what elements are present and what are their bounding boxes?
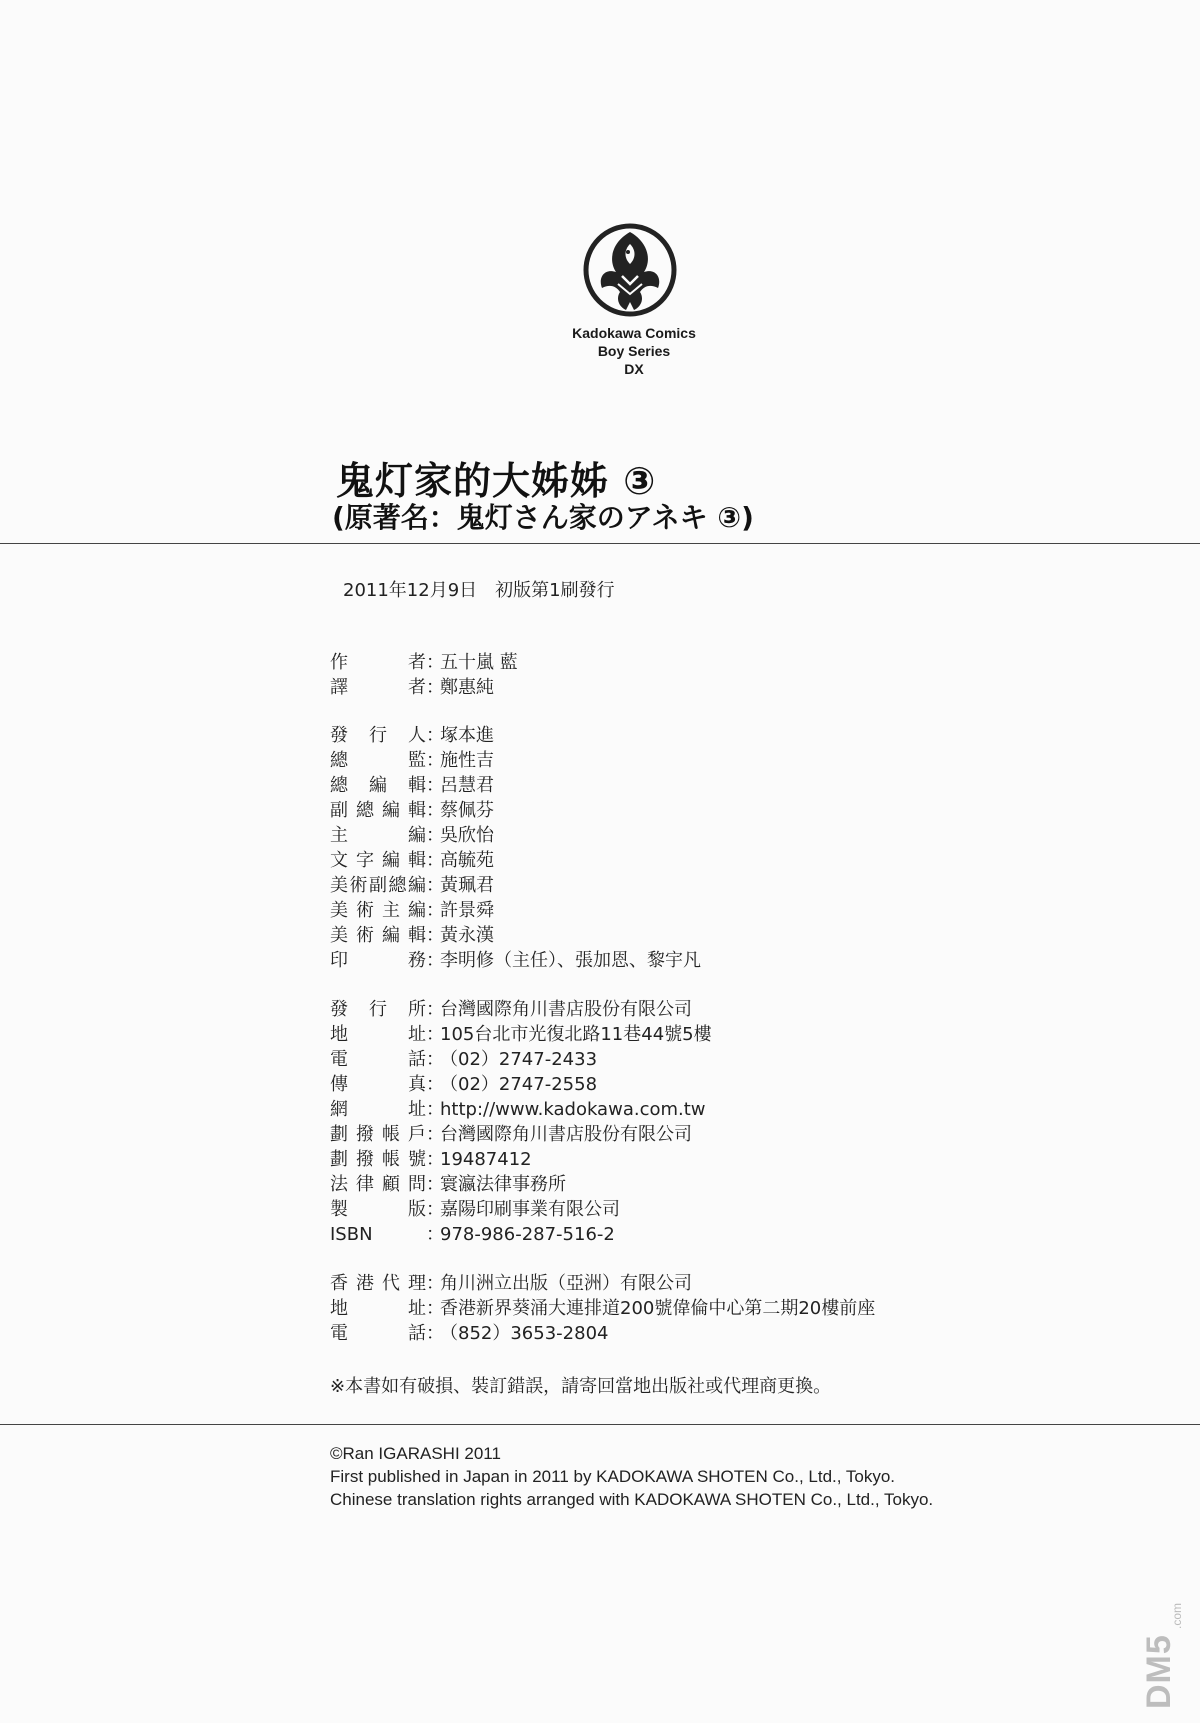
phoenix-emblem-icon [582, 222, 678, 318]
credit-row [330, 1022, 1130, 1047]
credit-separator: ： [426, 1273, 444, 1294]
credit-label: 美術編輯 [330, 925, 426, 946]
credit-separator: ： [426, 1149, 444, 1170]
website-link[interactable]: http://www.kadokawa.com.tw [440, 1099, 706, 1120]
print-date: 2011年12月9日 初版第1刷發行 [343, 580, 615, 601]
credit-row [330, 898, 1130, 923]
credit-label: 劃撥帳號 [330, 1149, 426, 1170]
credit-row [330, 1271, 1130, 1296]
credit-label: 傳真 [330, 1074, 426, 1095]
credit-separator: ： [426, 900, 444, 921]
credit-value: 呂慧君 [440, 775, 494, 796]
credit-value: 吳欣怡 [440, 825, 494, 846]
credit-label: 香港代理 [330, 1273, 426, 1294]
watermark-text: DM5 [1140, 1634, 1178, 1709]
credit-row [330, 773, 1130, 798]
series-line: Kadokawa Comics [572, 325, 696, 341]
credit-label: ISBN [330, 1224, 373, 1245]
book-title: 鬼灯家的大姊姊 ③ [336, 459, 657, 503]
credit-row [330, 1097, 1130, 1122]
credit-label: 網址 [330, 1099, 426, 1120]
credit-separator: ： [426, 925, 444, 946]
credit-value: 高毓苑 [440, 850, 494, 871]
credit-separator: ： [426, 825, 444, 846]
credit-label: 劃撥帳戶 [330, 1124, 426, 1145]
credit-value: 19487412 [440, 1149, 532, 1170]
credit-value: 台灣國際角川書店股份有限公司 [440, 1124, 692, 1145]
credit-separator: ： [426, 1323, 444, 1344]
credit-label: 製版 [330, 1199, 426, 1220]
credit-value: 寰瀛法律事務所 [440, 1174, 566, 1195]
credit-label: 發行所 [330, 999, 426, 1020]
credit-label: 電話 [330, 1049, 426, 1070]
credit-row [330, 748, 1130, 773]
credit-separator: ： [426, 1024, 444, 1045]
credit-separator: ： [426, 775, 444, 796]
credit-row [330, 1321, 1130, 1346]
credit-row [330, 798, 1130, 823]
credit-value: 105台北市光復北路11巷44號5樓 [440, 1024, 712, 1045]
credit-separator: ： [426, 850, 444, 871]
damage-notice: ※本書如有破損、裝訂錯誤，請寄回當地出版社或代理商更換。 [330, 1376, 832, 1397]
credit-value: 李明修（主任）、張加恩、黎宇凡 [440, 950, 701, 971]
series-line: DX [624, 361, 644, 377]
credit-row [330, 1122, 1130, 1147]
credit-separator: ： [426, 1049, 444, 1070]
credit-value: 香港新界葵涌大連排道200號偉倫中心第二期20樓前座 [440, 1298, 876, 1319]
credit-separator: ： [426, 1224, 444, 1245]
copyright-line: First published in Japan in 2011 by KADOKAWA SHOTEN Co., Ltd., Tokyo. [330, 1467, 896, 1486]
divider [0, 1424, 1200, 1425]
credit-label: 譯者 [330, 677, 426, 698]
credit-separator: ： [426, 999, 444, 1020]
credit-separator: ： [426, 1174, 444, 1195]
credit-label: 主編 [330, 825, 426, 846]
credit-separator: ： [426, 950, 444, 971]
credit-row [330, 1072, 1130, 1097]
credit-separator: ： [426, 1298, 444, 1319]
isbn-value: 978-986-287-516-2 [440, 1224, 615, 1245]
credit-value: 塚本進 [440, 725, 494, 746]
credit-row [330, 823, 1130, 848]
credit-separator: ： [426, 725, 444, 746]
credit-separator: ： [426, 1199, 444, 1220]
divider [0, 543, 1200, 544]
credit-label: 電話 [330, 1323, 426, 1344]
credit-row [330, 997, 1130, 1022]
credit-value: 台灣國際角川書店股份有限公司 [440, 999, 692, 1020]
credit-separator: ： [426, 875, 444, 896]
credit-label: 地址 [330, 1024, 426, 1045]
credit-value: （852）3653-2804 [440, 1323, 609, 1344]
credit-separator: ： [426, 652, 444, 673]
credit-value: （02）2747-2558 [440, 1074, 598, 1095]
credit-row [330, 1296, 1130, 1321]
credit-value: 鄭惠純 [440, 677, 494, 698]
credit-row [330, 650, 1130, 675]
credit-separator: ： [426, 1074, 444, 1095]
credit-value: （02）2747-2433 [440, 1049, 598, 1070]
credit-separator: ： [426, 677, 444, 698]
original-title: (原著名：鬼灯さん家のアネキ ③) [332, 501, 754, 534]
series-line: Boy Series [597, 343, 671, 359]
publisher-logo [560, 222, 760, 378]
credit-row [330, 675, 1130, 700]
credit-label: 作者 [330, 652, 426, 673]
credit-label: 印務 [330, 950, 426, 971]
credit-row [330, 1222, 1130, 1247]
copyright-block [330, 1442, 933, 1511]
credit-row [330, 723, 1130, 748]
credit-label: 總監 [330, 750, 426, 771]
credit-label: 副總編輯 [330, 800, 426, 821]
credit-label: 地址 [330, 1298, 426, 1319]
credit-row [330, 923, 1130, 948]
credit-value: 蔡佩芬 [440, 800, 494, 821]
credit-separator: ： [426, 1124, 444, 1145]
copyright-line: Chinese translation rights arranged with KADOKAWA SHOTEN Co., Ltd., Tokyo. [330, 1490, 934, 1509]
credit-value: 黃永漢 [440, 925, 494, 946]
credit-label: 法律顧問 [330, 1174, 426, 1195]
watermark-suffix: .com [1170, 1602, 1184, 1629]
credit-separator: ： [426, 800, 444, 821]
credit-separator: ： [426, 1099, 444, 1120]
credit-label: 美術副總編 [330, 875, 426, 896]
copyright-line: ©Ran IGARASHI 2011 [330, 1444, 501, 1463]
credits-publisher [330, 997, 1130, 1247]
credits-author [330, 650, 1130, 700]
credit-label: 美術主編 [330, 900, 426, 921]
credit-value: 施性吉 [440, 750, 494, 771]
credit-label: 總編輯 [330, 775, 426, 796]
credit-value: 五十嵐 藍 [440, 652, 518, 673]
credit-row [330, 1147, 1130, 1172]
credit-row [330, 948, 1130, 973]
credit-value: 許景舜 [440, 900, 494, 921]
credit-row [330, 1172, 1130, 1197]
credit-value: 黃珮君 [440, 875, 494, 896]
credits-hk-agent [330, 1271, 1130, 1346]
credits-staff [330, 723, 1130, 973]
site-watermark [1126, 1559, 1186, 1709]
credit-value: 角川洲立出版（亞洲）有限公司 [440, 1273, 692, 1294]
credit-separator: ： [426, 750, 444, 771]
credit-row [330, 873, 1130, 898]
credit-value: 嘉陽印刷事業有限公司 [440, 1199, 620, 1220]
credit-label: 文字編輯 [330, 850, 426, 871]
credit-row [330, 1047, 1130, 1072]
credit-label: 發行人 [330, 725, 426, 746]
credit-row [330, 1197, 1130, 1222]
credit-row [330, 848, 1130, 873]
